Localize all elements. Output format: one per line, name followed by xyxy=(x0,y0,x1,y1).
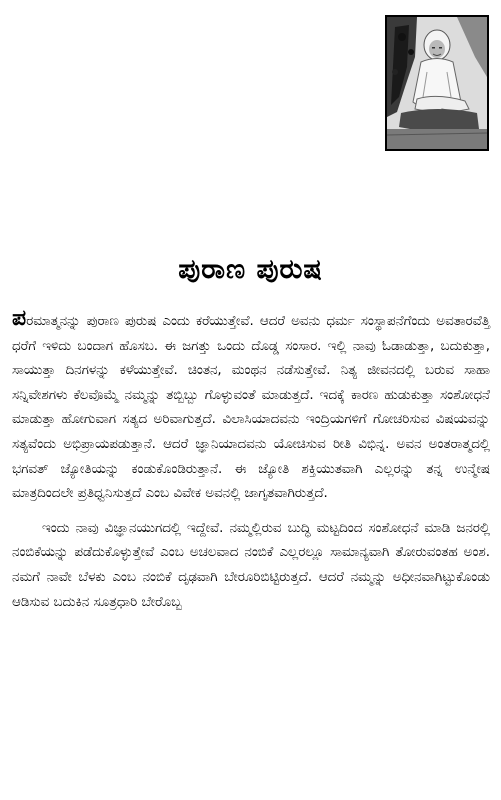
paragraph-2-text: ಇಂದು ನಾವು ವಿಜ್ಞಾನಯುಗದಲ್ಲಿ ಇದ್ದೇವೆ. ನಮ್ಮಲ್ಲಿರುವ ಬುದ್ಧಿ ಮಟ್ಟದಿಂದ ಸಂಶೋಧನೆ ಮಾಡಿ ಜನರಲ್ಲಿ ನಂಬಿಕೆಯನ್ನು ಪಡೆದುಕೊಳ್ಳುತ್ತೇವೆ ಎಂಬ ಅಚಲವಾದ ನಂಬಿಕೆ ಎಲ್ಲರಲ್ಲೂ ಸಾಮಾನ್ಯವಾಗಿ ತೋರುವಂತಹ ಅಂಶ. ನಮಗೆ ನಾವೇ ಬೆಳಕು ಎಂಬ ನಂಬಿಕೆ ದೃಢವಾಗಿ ಬೇರೂರಿಬಿಟ್ಟಿರುತ್ತದೆ. ಆದರೆ ನಮ್ಮನ್ನು ಅಧೀನವಾಗಿಟ್ಟುಕೊಂಡು ಆಡಿಸುವ ಬದುಕಿನ ಸೂತ್ರಧಾರಿ ಬೇರೊಬ್ಬ xyxy=(12,520,490,610)
chapter-body xyxy=(12,306,490,615)
paragraph-1 xyxy=(12,306,490,507)
drop-cap-letter: ಪ xyxy=(12,306,27,331)
saint-portrait-icon xyxy=(387,17,487,149)
page-title: ಪುರಾಣ ಪುರುಷ xyxy=(178,254,323,285)
paragraph-2 xyxy=(12,517,490,615)
paragraph-1-text: ರಮಾತ್ಮನನ್ನು ಪುರಾಣ ಪುರುಷ ಎಂದು ಕರೆಯುತ್ತೇವೆ. ಆದರೆ ಅವನು ಧರ್ಮ ಸಂಸ್ಥಾಪನೆಗೆಂದು ಅವತಾರವೆತ್ತಿ ಧರೆಗೆ ಇಳಿದು ಬಂದಾಗ ಹೊಸಬ. ಈ ಜಗತ್ತು ಒಂದು ದೊಡ್ಡ ಸಂಸಾರ. ಇಲ್ಲಿ ನಾವು ಓಡಾಡುತ್ತಾ, ಬದುಕುತ್ತಾ, ಸಾಯುತ್ತಾ ದಿನಗಳನ್ನು ಕಳೆಯುತ್ತೇವೆ. ಚಿಂತನ, ಮಂಥನ ನಡೆಸುತ್ತೇವೆ. ನಿತ್ಯ ಜೀವನದಲ್ಲಿ ಬರುವ ಸಾಹಾ ಸನ್ನಿವೇಶಗಳು ಕೆಲವೊಮ್ಮೆ ನಮ್ಮನ್ನು ತಬ್ಬಿಬ್ಬು ಗೊಳ್ಳುವಂತೆ ಮಾಡುತ್ತದೆ. ಇದಕ್ಕೆ ಕಾರಣ ಹುಡುಕುತ್ತಾ ಸಂಶೋಧನೆ ಮಾಡುತ್ತಾ ಹೋಗುವಾಗ ಸತ್ಯದ ಅರಿವಾಗುತ್ತದೆ. ವಿಲಾಸಿಯಾದವನು ಇಂದ್ರಿಯಗಳಿಗೆ ಗೋಚರಿಸುವ ವಿಷಯವನ್ನು ಸತ್ಯವೆಂದು ಅಭಿಪ್ರಾಯಪಡುತ್ತಾನೆ. ಆದರೆ ಜ್ಞಾನಿಯಾದವನು ಯೋಚಿಸುವ ರೀತಿ ವಿಭಿನ್ನ. ಅವನ ಅಂತರಾತ್ಮದಲ್ಲಿ ಭಗವತ್ ಜ್ಯೋತಿಯನ್ನು ಕಂಡುಕೊಂಡಿರುತ್ತಾನೆ. ಈ ಜ್ಯೋತಿ ಶಕ್ತಿಯುತವಾಗಿ ಎಲ್ಲರನ್ನು ತನ್ನ ಉನ್ಮೇಷ ಮಾತ್ರದಿಂದಲೇ ಪ್ರತಿಧ್ವನಿಸುತ್ತದೆ ಎಂಬ ವಿವೇಕ ಅವನಲ್ಲಿ ಜಾಗೃತವಾಗಿರುತ್ತದೆ. xyxy=(12,314,490,502)
portrait-photo xyxy=(385,15,489,151)
